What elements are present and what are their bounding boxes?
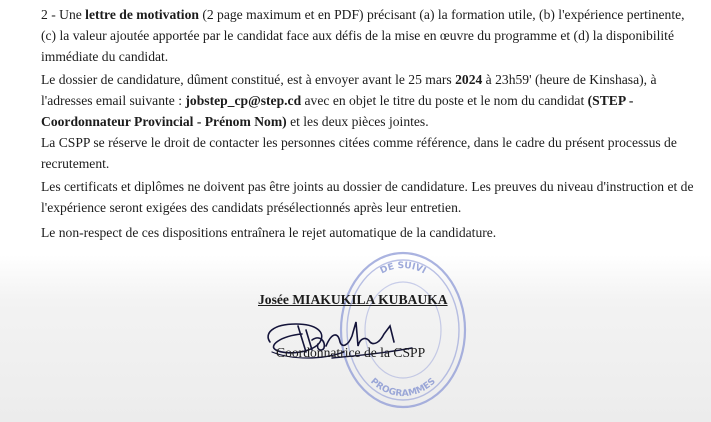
stamp-top-text: DE SUIVI [378,260,428,277]
paragraph-references: La CSPP se réserve le droit de contacter les personnes citées comme référence, dans le cadre du présent processus de recrutement. [41,135,677,171]
email-address: jobstep_cp@step.cd [185,93,302,108]
paragraph-non-compliance: Le non-respect de ces dispositions entraînera le rejet automatique de la candidature. [41,225,497,240]
signatory-name: Josée MIAKUKILA KUBAUKA [258,292,448,307]
paragraph-submission: Le dossier de candidature, dûment constitué, est à envoyer avant le 25 mars 2024 à 23h59' (heure de Kinshasa), à l'adresses email suivante : jobstep_cp@step.cd avec en objet le titre du poste et le nom du candidat (STEP - Coordonnateur Provincial - Prénom Nom) et les deux pièces jointes. [41,72,657,129]
stamp-bottom-text: PROGRAMMES [368,376,438,400]
paragraph-certificates: Les certificats et diplômes ne doivent pas être joints au dossier de candidature. Les preuves du niveau d'instruction et de l'expérience seront exigées des candidats présélectionnés après leur entretien. [41,179,694,215]
svg-text:PROGRAMMES [368,377,437,400]
signatory-title: Coordonnatrice de la CSPP [276,345,426,360]
paragraph-motivation-letter: 2 - Une lettre de motivation (2 page maximum et en PDF) précisant (a) la formation utile, (b) l'expérience pertinente, (c) la valeur ajoutée apportée par le candidat face aux défis de la mise en œuvre du programme et (d) la disponibilité immédiate du candidat. [41,7,685,64]
handwritten-signature [262,312,422,370]
